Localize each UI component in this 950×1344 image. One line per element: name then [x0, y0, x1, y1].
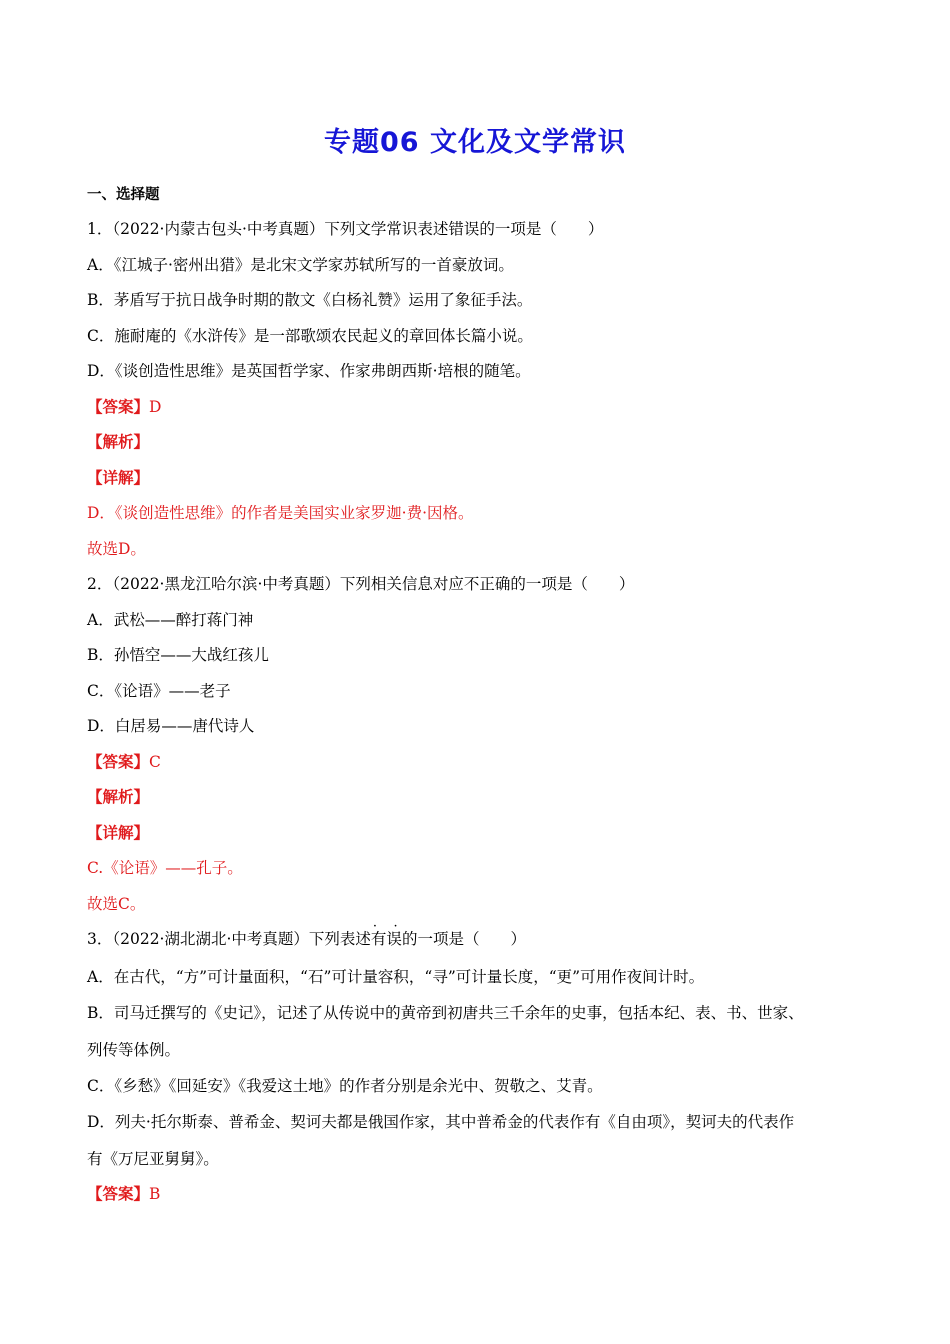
answer-value: C — [149, 753, 161, 771]
question-1-option-a: A．《江城子·密州出猎》是北宋文学家苏轼所写的一首豪放词。 — [87, 256, 514, 274]
question-3-option-c: C．《乡愁》《回延安》《我爱这土地》的作者分别是余光中、贺敬之、艾青。 — [87, 1077, 603, 1095]
question-1-stem: 1．（2022·内蒙古包头·中考真题）下列文学常识表述错误的一项是（ ） — [87, 220, 604, 238]
question-3-option-b-line2: 列传等体例。 — [87, 1041, 181, 1059]
answer-label: 【答案】 — [87, 753, 150, 771]
question-1-answer — [87, 396, 161, 418]
question-3-option-a: A．在古代，“方”可计量面积，“石”可计量容积，“寻”可计量长度，“更”可用作夜间计时。 — [87, 968, 705, 986]
question-2-option-c: C．《论语》——老子 — [87, 682, 231, 700]
question-2-analysis-label: 【解析】 — [87, 788, 150, 806]
question-3-emphasis: · · 有误 — [371, 928, 402, 950]
question-3-option-d-line1: D．列夫·托尔斯泰、普希金、契诃夫都是俄国作家，其中普希金的代表作有《自由项》，契诃夫的代表作 — [87, 1113, 795, 1131]
question-3-answer — [87, 1183, 160, 1205]
question-2-option-b: B．孙悟空——大战红孩儿 — [87, 646, 269, 664]
question-1-option-b: B．茅盾写于抗日战争时期的散文《白杨礼赞》运用了象征手法。 — [87, 291, 533, 309]
question-1-option-d: D．《谈创造性思维》是英国哲学家、作家弗朗西斯·培根的随笔。 — [87, 362, 531, 380]
question-3-option-b-line1: B．司马迁撰写的《史记》，记述了从传说中的黄帝到初唐共三千余年的史事，包括本纪、表、书、世家、 — [87, 1004, 804, 1022]
answer-value: B — [149, 1185, 161, 1203]
question-3-stem-end: 的一项是（ ） — [401, 930, 526, 948]
answer-label: 【答案】 — [87, 398, 150, 416]
page-title: 专题06 文化及文学常识 — [324, 127, 626, 158]
question-1-option-c: C．施耐庵的《水浒传》是一部歌颂农民起义的章回体长篇小说。 — [87, 327, 533, 345]
question-2-answer — [87, 751, 161, 773]
question-2-option-d: D．白居易——唐代诗人 — [87, 717, 255, 735]
question-2-option-a: A．武松——醉打蒋门神 — [87, 611, 254, 629]
question-3-stem-start: 3．（2022·湖北湖北·中考真题）下列表述 — [87, 930, 371, 948]
question-1-analysis-label: 【解析】 — [87, 433, 150, 451]
question-3-option-d-line2: 有《万尼亚舅舅》。 — [87, 1150, 219, 1168]
answer-label: 【答案】 — [87, 1185, 150, 1203]
answer-value: D — [149, 398, 162, 416]
section-heading: 一、选择题 — [87, 187, 160, 203]
question-1-detail-label: 【详解】 — [87, 469, 150, 487]
question-3-stem — [87, 928, 526, 950]
question-2-detail: C.《论语》——孔子。 — [87, 859, 243, 877]
question-1-detail: D．《谈创造性思维》的作者是美国实业家罗迦·费·因格。 — [87, 504, 474, 522]
question-2-conclusion: 故选C。 — [87, 895, 146, 913]
question-2-stem: 2．（2022·黑龙江哈尔滨·中考真题）下列相关信息对应不正确的一项是（ ） — [87, 575, 635, 593]
question-2-detail-label: 【详解】 — [87, 824, 150, 842]
question-1-conclusion: 故选D。 — [87, 540, 146, 558]
